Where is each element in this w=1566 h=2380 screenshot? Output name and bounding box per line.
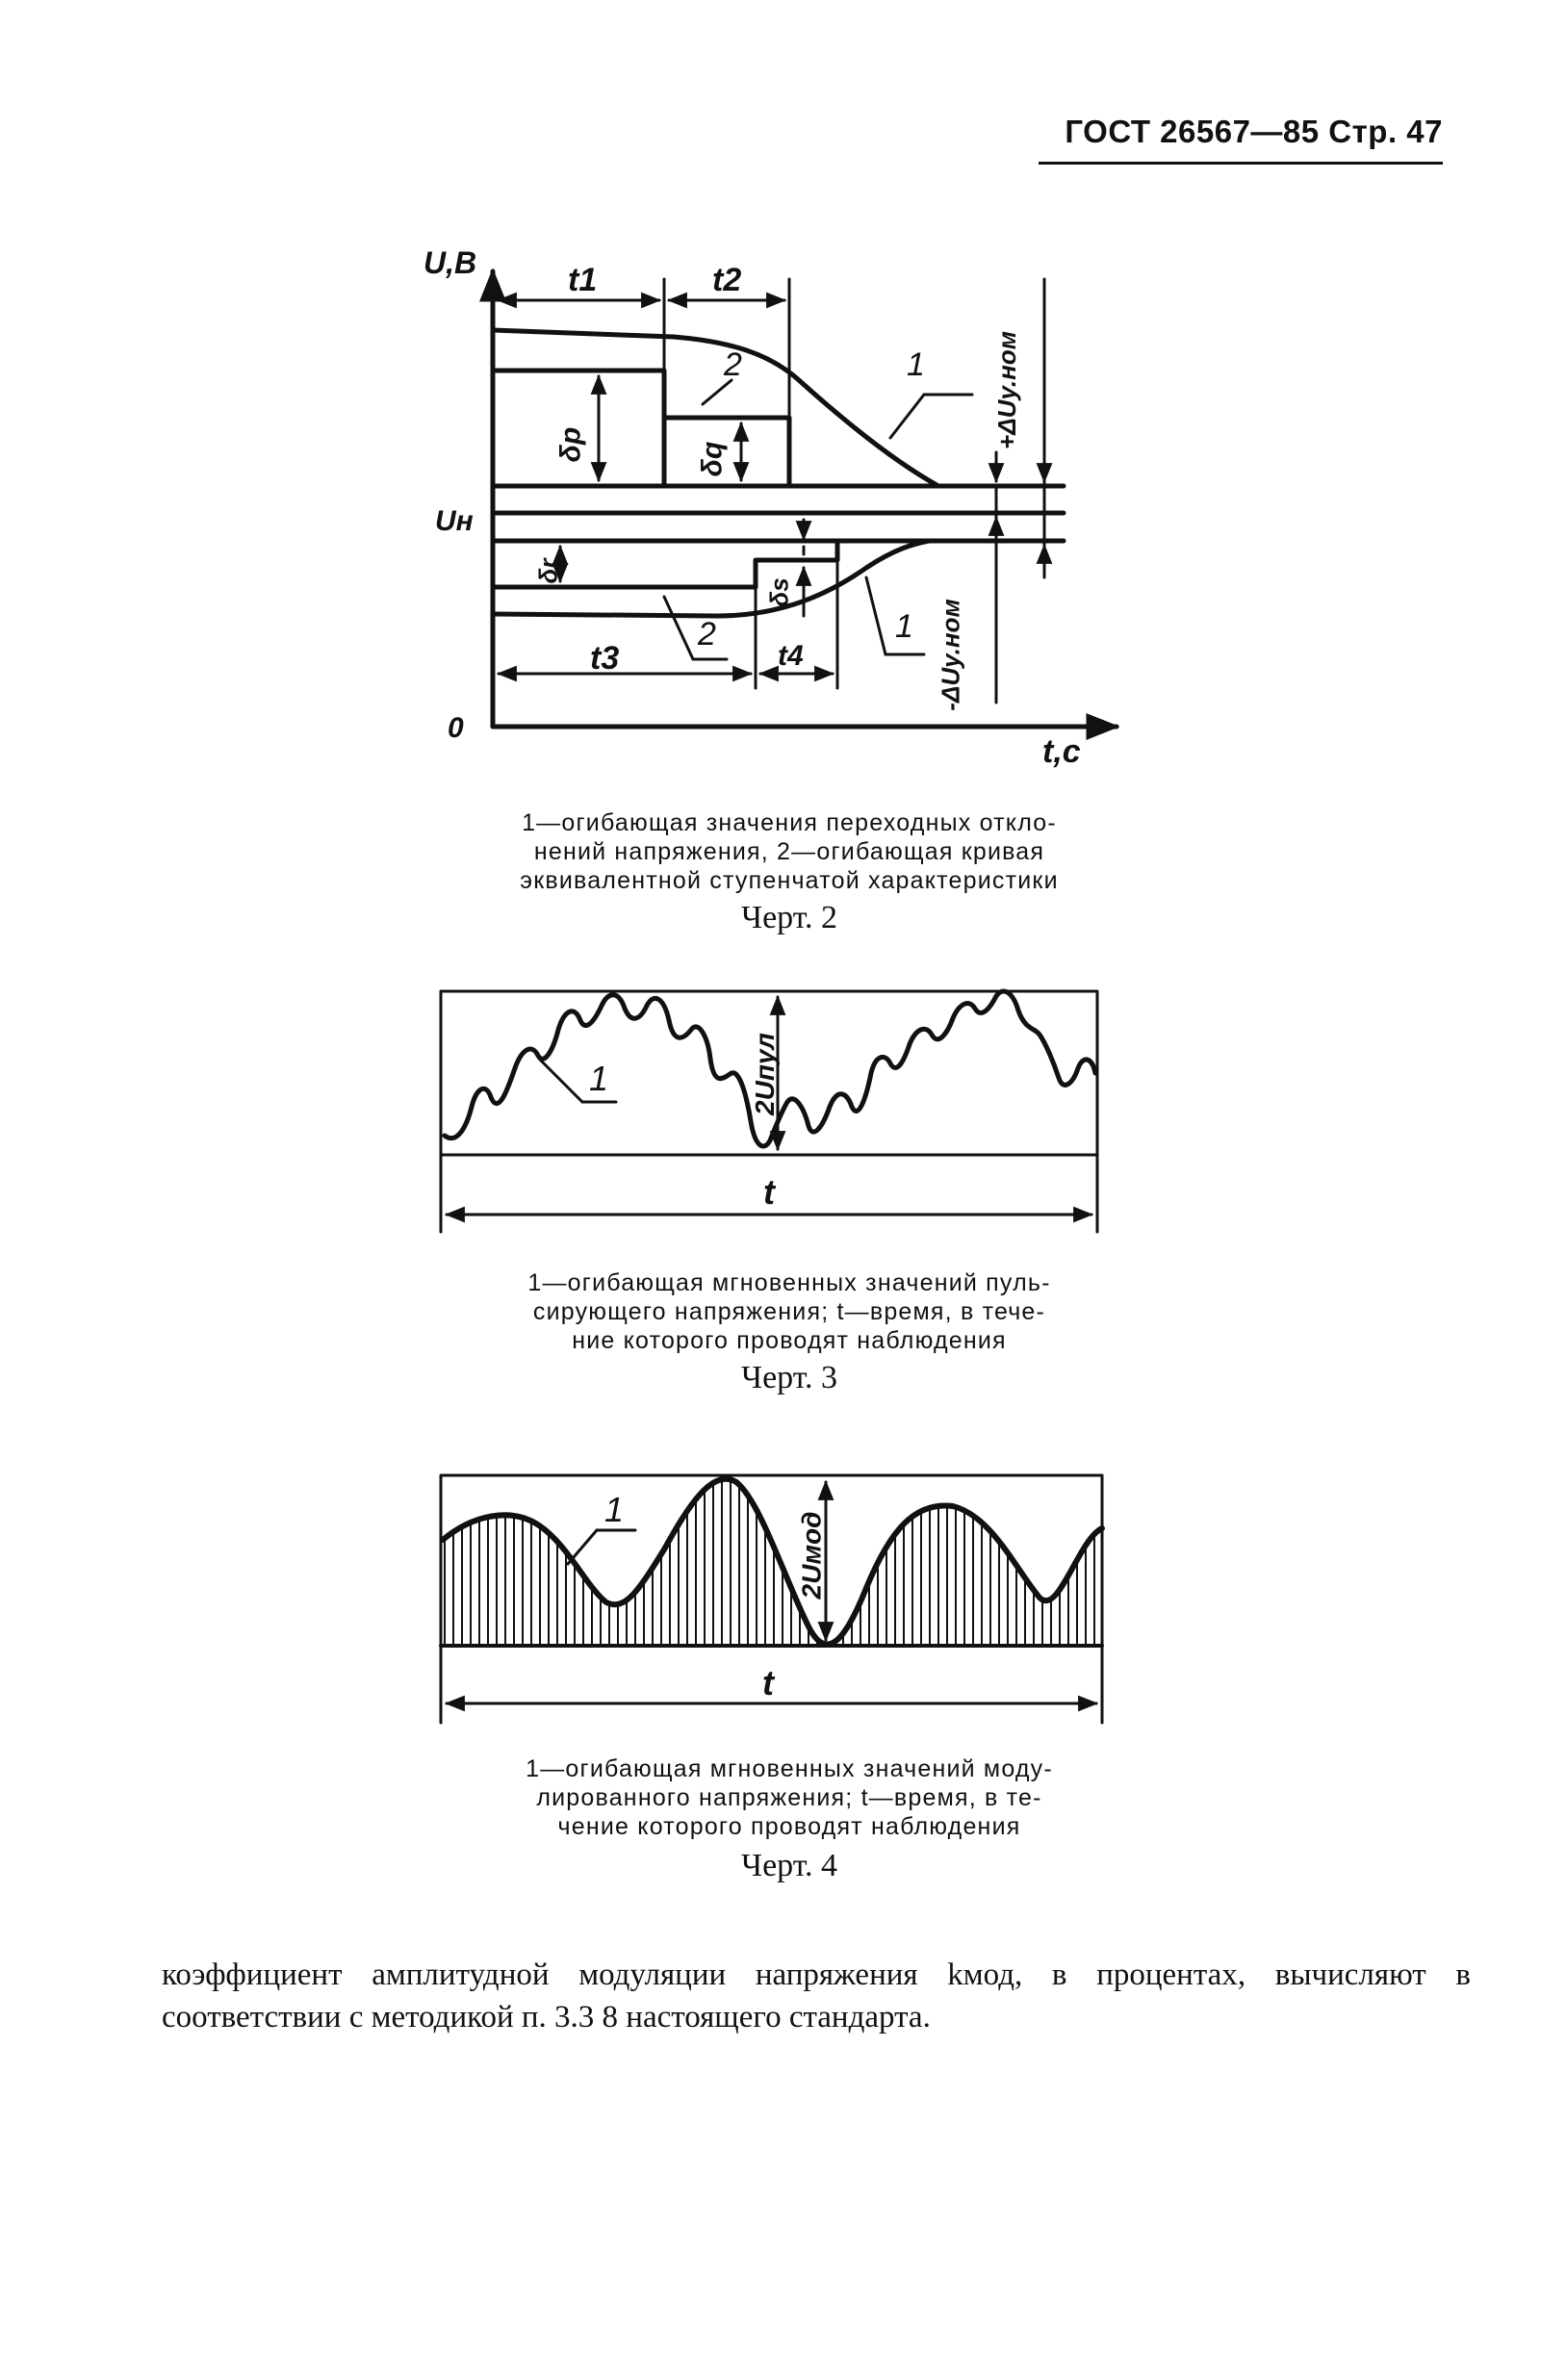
figure-3-mark-1: 1 <box>589 1059 609 1098</box>
t2-label: t2 <box>712 262 742 298</box>
figure-3-amp-label: 2Uпул <box>749 1033 780 1115</box>
figure-4-mark-1: 1 <box>604 1490 625 1529</box>
mark-1-lower: 1 <box>895 608 913 645</box>
body-paragraph: коэффициент амплитудной модуляции напряжения kмод, в процентах, вычисляют в соответствии с методикой п. 3.3 8 настоящего стандарта. <box>162 1958 1471 2035</box>
page-header: ГОСТ 26567—85 Стр. 47 <box>1065 114 1443 149</box>
figure-3-t-label: t <box>763 1172 775 1212</box>
x-axis-label: t,c <box>1042 733 1081 770</box>
mark-2-upper: 2 <box>724 346 742 383</box>
un-label: Uн <box>435 505 474 537</box>
caption-line: нений напряжения, 2—огибающая кривая <box>533 838 1045 865</box>
du-plus-label: +ΔUу.ном <box>991 331 1021 449</box>
du-minus-label: -ΔUу.ном <box>936 599 965 711</box>
figure-4-number: Черт. 4 <box>740 1848 838 1883</box>
caption-line: чение которого проводят наблюдения <box>557 1813 1021 1840</box>
t4-label: t4 <box>778 640 804 672</box>
t1-label: t1 <box>568 262 598 298</box>
modulated-signal-hatching <box>445 1463 1094 1646</box>
dq-label: δq <box>696 441 729 477</box>
caption-line: лированного напряжения; t—время, в те- <box>536 1784 1042 1811</box>
caption-line: 1—огибающая мгновенных значений пуль- <box>527 1269 1051 1296</box>
mark-1-upper: 1 <box>907 346 925 383</box>
caption-line: сирующего напряжения; t—время, в тече- <box>532 1298 1046 1325</box>
figure-3-number: Черт. 3 <box>740 1360 838 1395</box>
caption-line: ние которого проводят наблюдения <box>572 1327 1007 1354</box>
caption-line: 1—огибающая мгновенных значений моду- <box>526 1755 1053 1782</box>
ds-label: δs <box>764 577 794 607</box>
figure-4-caption <box>452 1754 1126 1841</box>
caption-line: эквивалентной ступенчатой характеристики <box>520 867 1059 894</box>
origin-label: 0 <box>448 712 464 744</box>
figure-2-number: Черт. 2 <box>740 900 838 935</box>
t3-label: t3 <box>590 640 620 677</box>
dp-label: δр <box>554 426 587 463</box>
mark-2-lower: 2 <box>698 616 716 653</box>
y-axis-label: U,B <box>424 245 477 280</box>
envelope-curve-1 <box>443 1479 1102 1645</box>
figure-4-amp-label: 2Uмод <box>796 1511 827 1599</box>
figure-4-t-label: t <box>762 1663 774 1702</box>
caption-line: 1—огибающая значения переходных откло- <box>522 809 1057 836</box>
dr-label: δr <box>533 558 563 584</box>
